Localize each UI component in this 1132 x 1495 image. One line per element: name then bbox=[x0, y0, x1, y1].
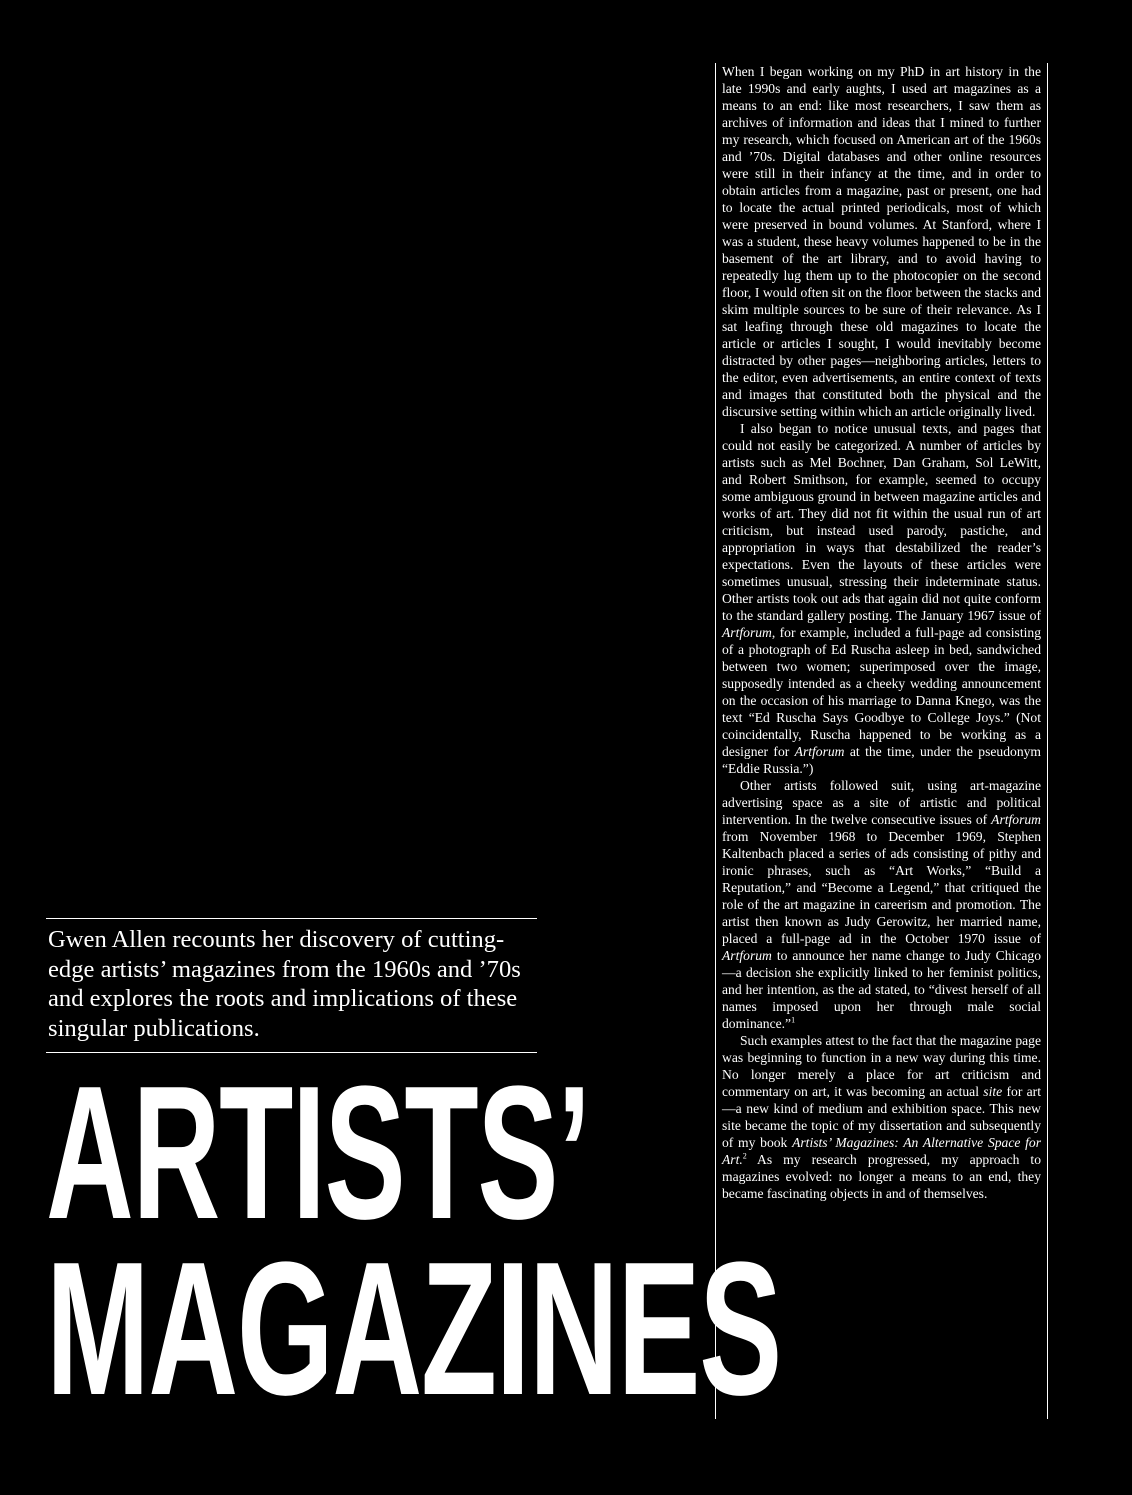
paragraph-3-text-b: from November 1968 to December 1969, Stephen Kaltenbach placed a series of ads consisting of pithy and ironic phrases, such as “Art Works,” “Build a Reputation,” and “Become a Legend,” that critiqued the role of the art magazine in careerism and promotion. The artist then known as Judy Gerowitz, her married name, placed a full-page ad in the October 1970 issue of bbox=[722, 829, 1041, 946]
paragraph-2-text-b: , for example, included a full-page ad consisting of a photograph of Ed Ruscha asleep in bed, sandwiched between two women; superimposed over the image, supposedly intended as a cheeky wedding announcement on the occasion of his marriage to Danna Knego, was the text “Ed Ruscha Says Goodbye to College Joys.” (Not coincidentally, Ruscha happened to be working as a designer for bbox=[722, 625, 1041, 759]
paragraph-1-text: When I began working on my PhD in art history in the late 1990s and early aughts, I used art magazines as a means to an end: like most researchers, I saw them as archives of information and ideas that I mined to further my research, which focused on American art of the 1960s and ’70s. Digital databases and other online resources were still in their infancy at the time, and in order to obtain articles from a magazine, past or present, one had to locate the actual printed periodicals, most of which were preserved in bound volumes. At Stanford, where I was a student, these heavy volumes happened to be in the basement of the art library, and to avoid having to repeatedly lug them up to the photocopier on the second floor, I would often sit on the floor between the stacks and skim multiple sources to be sure of their relevance. As I sat leafing through these old magazines to locate the article or articles I sought, I would inevitably become distracted by other pages—neighboring articles, letters to the editor, even advertisements, an entire context of texts and images that constituted both the physical and the discursive setting within which an article originally lived. bbox=[722, 64, 1041, 419]
headline-line-1: ARTISTS’ bbox=[46, 1047, 590, 1259]
footnote-marker: 1 bbox=[791, 1015, 796, 1025]
deck-rule-top bbox=[46, 918, 537, 919]
paragraph-2-text-a: I also began to notice unusual texts, and pages that could not easily be categorized. A number of articles by artists such as Mel Bochner, Dan Graham, Sol LeWitt, and Robert Smithson, for example, seemed to occupy some ambiguous ground in between magazine articles and works of art. They did not fit within the usual run of art criticism, but instead used parody, pastiche, and appropriation in ways that destabilized the reader’s expectations. Even the layouts of these articles were sometimes unusual, stressing their indeterminate status. Other artists took out ads that again did not quite conform to the standard gallery posting. The January 1967 issue of bbox=[722, 421, 1041, 623]
paragraph-4-text-c: As my research progressed, my approach to magazines evolved: no longer a means to an end, they became fascinating objects in and of themselves. bbox=[722, 1152, 1041, 1201]
footnote-marker: 2 bbox=[742, 1151, 747, 1161]
paragraph-3-text-c: to announce her name change to Judy Chicago—a decision she explicitly linked to her feminist politics, and her intention, as the ad stated, to “divest herself of all names imposed upon her through male social dominance.” bbox=[722, 948, 1041, 1031]
body-paragraph-2 bbox=[722, 420, 1041, 777]
paragraph-4-text-b: for art—a new kind of medium and exhibition space. This new site became the topic of my dissertation and subsequently of my book bbox=[722, 1084, 1041, 1150]
paragraph-2-text-c: at the time, under the pseudonym “Eddie Russia.”) bbox=[722, 744, 1041, 776]
paragraph-4-text-a: Such examples attest to the fact that the magazine page was beginning to function in a new way during this time. No longer merely a place for art criticism and commentary on art, it was becoming an actual bbox=[722, 1033, 1041, 1099]
body-paragraph-4 bbox=[722, 1032, 1041, 1202]
headline-line-2: MAGAZINES bbox=[46, 1223, 781, 1435]
magazine-title-italic: Artforum bbox=[722, 625, 772, 640]
body-text-column bbox=[715, 63, 1048, 1419]
article-deck: Gwen Allen recounts her discovery of cutting-edge artists’ magazines from the 1960s and ’70s and explores the roots and implications of these singular publications. bbox=[48, 926, 521, 1042]
body-paragraph-3 bbox=[722, 777, 1041, 1032]
body-paragraph-1 bbox=[722, 63, 1041, 420]
magazine-title-italic: Artforum bbox=[722, 948, 772, 963]
italic-word: site bbox=[983, 1084, 1003, 1099]
magazine-title-italic: Artforum bbox=[794, 744, 845, 759]
book-title-italic: Artists’ Magazines: An Alternative Space for Art. bbox=[722, 1135, 1041, 1167]
paragraph-3-text-a: Other artists followed suit, using art-magazine advertising space as a site of artistic and political intervention. In the twelve consecutive issues of bbox=[722, 778, 1041, 827]
magazine-title-italic: Artforum bbox=[991, 812, 1041, 827]
